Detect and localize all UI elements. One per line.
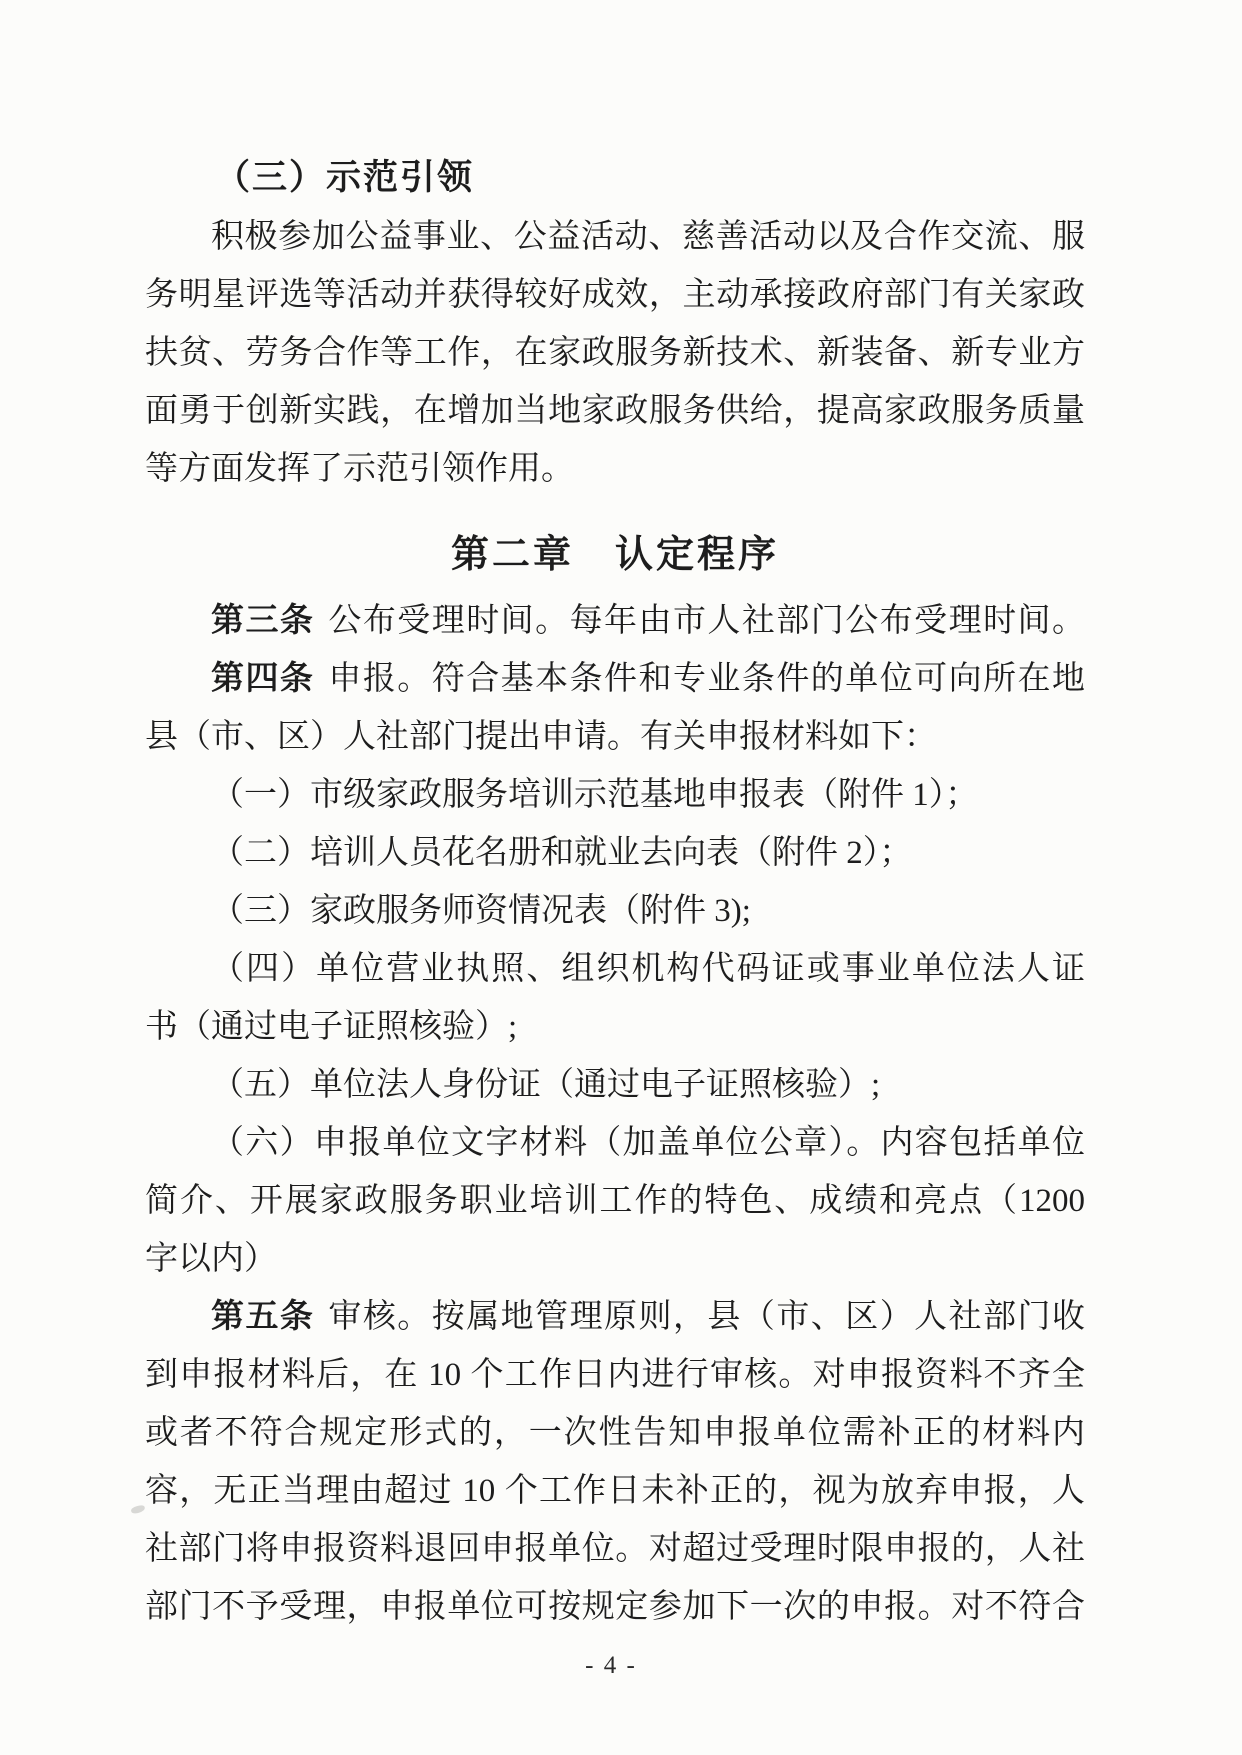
materials-item-4-line: （四）单位营业执照、组织机构代码证或事业单位法人证 [211, 951, 1085, 987]
paragraph-demonstration [145, 208, 1085, 498]
chapter-heading: 第二章 认定程序 [450, 534, 779, 576]
paragraph-line: 面勇于创新实践，在增加当地家政服务供给，提高家政服务质量 [145, 393, 1085, 429]
article-4-number: 第四条 [211, 661, 315, 697]
materials-list [145, 766, 1085, 1288]
materials-item-4-line: 书（通过电子证照核验）; [145, 1009, 518, 1045]
article-3-text: 公布受理时间。每年由市人社部门公布受理时间。 [328, 603, 1085, 639]
article-5-line: 容，无正当理由超过 10 个工作日未补正的，视为放弃申报，人 [145, 1473, 1085, 1509]
materials-item-3: （三）家政服务师资情况表（附件 3); [211, 893, 751, 929]
article-4-line: 县（市、区）人社部门提出申请。有关申报材料如下： [145, 719, 937, 755]
article-4-line [145, 650, 1085, 708]
materials-item-1: （一）市级家政服务培训示范基地申报表（附件 1）； [211, 777, 979, 813]
paragraph-line: 务明星评选等活动并获得较好成效，主动承接政府部门有关家政 [145, 277, 1085, 313]
paragraph-line: 扶贫、劳务合作等工作，在家政服务新技术、新装备、新专业方 [145, 335, 1085, 371]
article-4-text: 申报。符合基本条件和专业条件的单位可向所在地 [328, 661, 1085, 697]
section-heading: （三）示范引领 [215, 158, 475, 197]
article-5-line [145, 1288, 1085, 1346]
materials-item-6-line: （六）申报单位文字材料（加盖单位公章）。内容包括单位 [211, 1125, 1085, 1161]
article-5-text: 审核。按属地管理原则，县（市、区）人社部门收 [328, 1299, 1085, 1335]
article-5-line: 或者不符合规定形式的，一次性告知申报单位需补正的材料内 [145, 1415, 1085, 1451]
materials-item-2: （二）培训人员花名册和就业去向表（附件 2）； [211, 835, 913, 871]
materials-item-5: （五）单位法人身份证（通过电子证照核验）; [211, 1067, 881, 1103]
materials-item-6-line: 字以内） [145, 1241, 277, 1277]
paragraph-line: 等方面发挥了示范引领作用。 [145, 451, 574, 487]
article-5-number: 第五条 [211, 1299, 315, 1335]
article-4 [145, 650, 1085, 766]
article-5-line: 到申报材料后，在 10 个工作日内进行审核。对申报资料不齐全 [145, 1357, 1085, 1393]
article-3 [145, 592, 1085, 650]
page-number: - 4 - [585, 1652, 637, 1679]
article-5-line: 部门不予受理，申报单位可按规定参加下一次的申报。对不符合 [145, 1589, 1085, 1625]
article-3-number: 第三条 [211, 603, 315, 639]
article-5 [145, 1288, 1085, 1636]
paragraph-line: 积极参加公益事业、公益活动、慈善活动以及合作交流、服 [211, 219, 1085, 255]
materials-item-6-line: 简介、开展家政服务职业培训工作的特色、成绩和亮点（1200 [145, 1183, 1085, 1219]
article-5-line: 社部门将申报资料退回申报单位。对超过受理时限申报的，人社 [145, 1531, 1085, 1567]
